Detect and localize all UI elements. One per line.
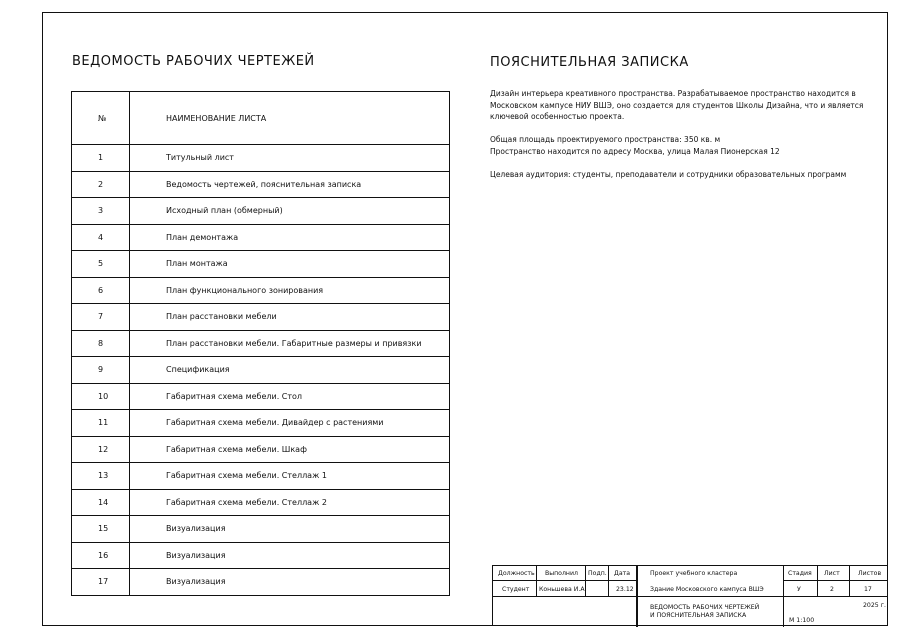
table-row [72, 171, 450, 198]
sheet-name: План функционального зонирования [130, 277, 450, 304]
table-row [72, 277, 450, 304]
sheet-number: 3 [72, 198, 130, 225]
table-row [72, 516, 450, 543]
date-header: Дата [614, 570, 631, 577]
sheet-number: 11 [72, 410, 130, 437]
table-row [72, 569, 450, 596]
performed-header: Выполнил [545, 570, 578, 577]
scale: М 1:100 [789, 617, 815, 624]
sheet-name: План расстановки мебели [130, 304, 450, 331]
note-paragraph: Общая площадь проектируемого пространства: 350 кв. м Пространство находится по адресу Москва, улица Малая Пионерская 12 [490, 135, 780, 156]
sheet-name: Исходный план (обмерный) [130, 198, 450, 225]
note-paragraph: Целевая аудитория: студенты, преподаватели и сотрудники образовательных программ [490, 169, 847, 179]
name-column-header: НАИМЕНОВАНИЕ ЛИСТА [130, 92, 450, 145]
sheet-name: Габаритная схема мебели. Стеллаж 2 [130, 489, 450, 516]
table-row [72, 304, 450, 331]
sheet-name: План демонтажа [130, 224, 450, 251]
sheets-count-value: 17 [864, 586, 872, 593]
sheet-name: План монтажа [130, 251, 450, 278]
sheet-number: 9 [72, 357, 130, 384]
sheets-table [71, 91, 450, 596]
num-column-header: № [72, 92, 130, 145]
sign-header: Подп. [588, 570, 607, 577]
explanatory-note-text [490, 88, 870, 192]
sheet-name: Визуализация [130, 569, 450, 596]
sheet-title-line-2: И ПОЯСНИТЕЛЬНАЯ ЗАПИСКА [650, 612, 747, 619]
table-row [72, 330, 450, 357]
sheet-name: Габаритная схема мебели. Шкаф [130, 436, 450, 463]
date-value: 23.12 [616, 586, 634, 593]
sheet-name: Визуализация [130, 516, 450, 543]
sheet-name: Ведомость чертежей, пояснительная записка [130, 171, 450, 198]
sheet-name: Габаритная схема мебели. Дивайдер с растениями [130, 410, 450, 437]
note-paragraph: Дизайн интерьера креативного пространства. Разрабатываемое пространство находится в Московском кампусе НИУ ВШЭ, оно создается для студентов Школы Дизайна, что и является ключевой особенностью проекта. [490, 89, 864, 121]
sheets-list-title: ВЕДОМОСТЬ РАБОЧИХ ЧЕРТЕЖЕЙ [72, 54, 315, 69]
sheets-count-label: Листов [858, 570, 882, 577]
sheet-number: 7 [72, 304, 130, 331]
table-row [72, 198, 450, 225]
table-row [72, 410, 450, 437]
sheet-name: Титульный лист [130, 145, 450, 172]
project-name: Проект учебного кластера [650, 570, 738, 577]
building-name: Здание Московского кампуса ВШЭ [650, 586, 764, 593]
stage-label: Стадия [788, 570, 812, 577]
sheet-name: План расстановки мебели. Габаритные размеры и привязки [130, 330, 450, 357]
sheet-number: 8 [72, 330, 130, 357]
sheet-number: 2 [72, 171, 130, 198]
table-row [72, 542, 450, 569]
sheet-number: 6 [72, 277, 130, 304]
year: 2025 г. [863, 602, 886, 609]
title-block [492, 565, 888, 626]
performer-name: Коньшева И.А. [539, 586, 587, 593]
table-row [72, 145, 450, 172]
sheet-number: 17 [72, 569, 130, 596]
sheet-number: 14 [72, 489, 130, 516]
sheet-number: 13 [72, 463, 130, 490]
table-row [72, 489, 450, 516]
sheet-number: 15 [72, 516, 130, 543]
sheet-number: 4 [72, 224, 130, 251]
sheet-number: 12 [72, 436, 130, 463]
role-header: Должность [498, 570, 535, 577]
table-row [72, 463, 450, 490]
table-row [72, 383, 450, 410]
sheet-number: 5 [72, 251, 130, 278]
stage-value: У [797, 586, 801, 593]
sheet-number: 16 [72, 542, 130, 569]
sheet-label: Лист [824, 570, 840, 577]
sheet-name: Спецификация [130, 357, 450, 384]
sheet-title-line-1: ВЕДОМОСТЬ РАБОЧИХ ЧЕРТЕЖЕЙ [650, 604, 760, 611]
explanatory-note-title: ПОЯСНИТЕЛЬНАЯ ЗАПИСКА [490, 55, 689, 70]
sheet-name: Габаритная схема мебели. Стол [130, 383, 450, 410]
sheet-name: Визуализация [130, 542, 450, 569]
sheet-name: Габаритная схема мебели. Стеллаж 1 [130, 463, 450, 490]
table-row [72, 357, 450, 384]
sheet-number: 10 [72, 383, 130, 410]
sheet-number: 1 [72, 145, 130, 172]
table-row [72, 224, 450, 251]
table-row [72, 251, 450, 278]
sheet-value: 2 [830, 586, 834, 593]
table-header-row [72, 92, 450, 145]
table-row [72, 436, 450, 463]
role-value: Студент [502, 586, 530, 593]
